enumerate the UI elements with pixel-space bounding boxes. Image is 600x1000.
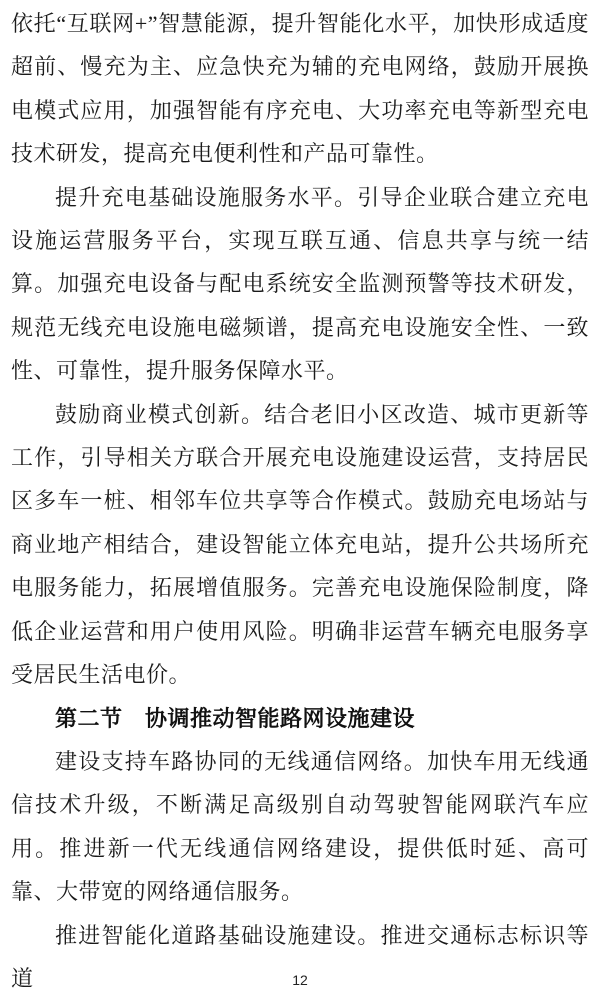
paragraph-intelligent-road-infrastructure: 推进智能化道路基础设施建设。推进交通标志标识等道 bbox=[11, 922, 589, 991]
paragraph-wireless-communication-network: 建设支持车路协同的无线通信网络。加快车用无线通信技术升级，不断满足高级别自动驾驶智能网联汽车应用。推进新一代无线通信网络建设，提供低时延、高可靠、大带宽的网络通信服务。 bbox=[11, 748, 589, 905]
section-heading-smart-road-network: 第二节 协调推动智能路网设施建设 bbox=[55, 705, 416, 731]
document-content bbox=[11, 2, 589, 1000]
page-number: 12 bbox=[292, 972, 308, 988]
paragraph-charging-service-level: 提升充电基础设施服务水平。引导企业联合建立充电设施运营服务平台，实现互联互通、信息共享与统一结算。加强充电设备与配电系统安全监测预警等技术研发，规范无线充电设施电磁频谱，提高充电设施安全性、一致性、可靠性，提升服务保障水平。 bbox=[11, 184, 589, 384]
paragraph-business-model-innovation: 鼓励商业模式创新。结合老旧小区改造、城市更新等工作，引导相关方联合开展充电设施建设运营，支持居民区多车一桩、相邻车位共享等合作模式。鼓励充电场站与商业地产相结合，建设智能立体充电站，提升公共场所充电服务能力，拓展增值服务。完善充电设施保险制度，降低企业运营和用户使用风险。明确非运营车辆充电服务享受居民生活电价。 bbox=[11, 401, 589, 688]
paragraph-charging-network-continuation: 依托“互联网+”智慧能源，提升智能化水平，加快形成适度超前、慢充为主、应急快充为辅的充电网络，鼓励开展换电模式应用，加强智能有序充电、大功率充电等新型充电技术研发，提高充电便利性和产品可靠性。 bbox=[11, 11, 589, 167]
